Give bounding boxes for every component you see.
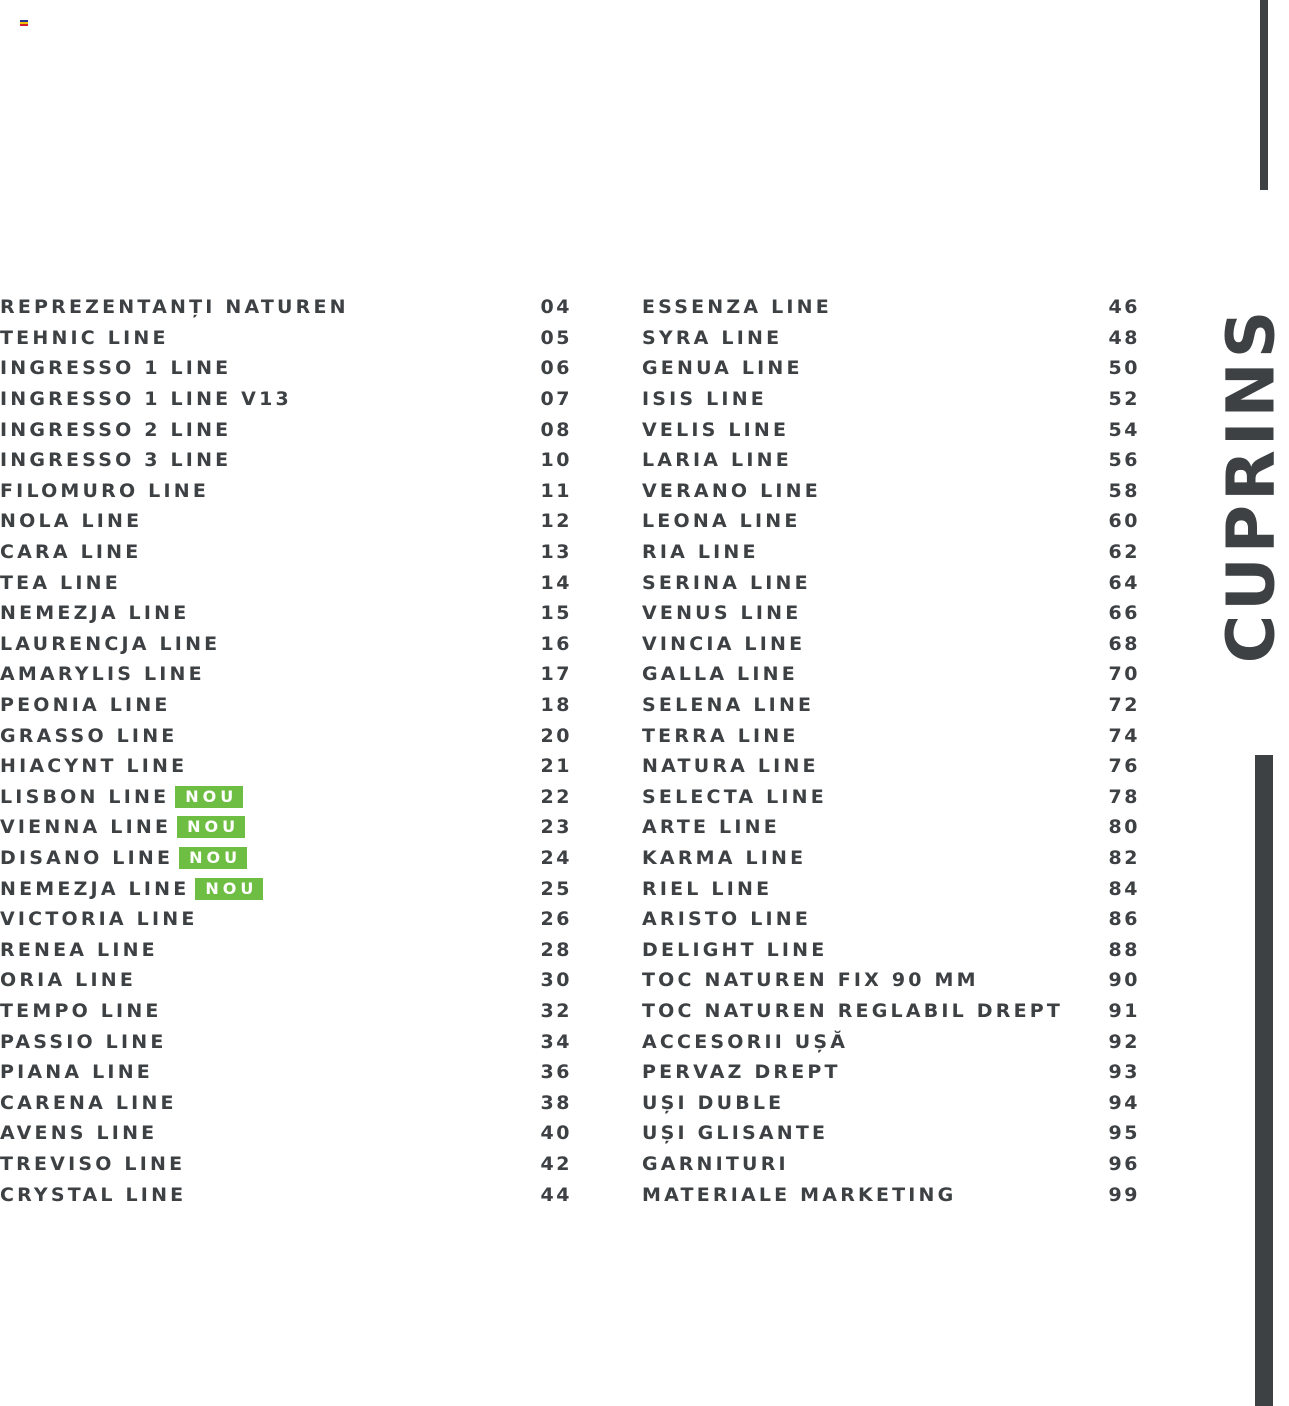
toc-entry-page: 82 — [1108, 846, 1140, 869]
toc-entry-page: 26 — [540, 908, 572, 931]
toc-entry-title-group — [642, 296, 832, 318]
toc-entry[interactable] — [642, 1149, 1140, 1180]
toc-entry-page: 86 — [1108, 908, 1140, 931]
toc-entry-page: 88 — [1108, 938, 1140, 961]
toc-entry-title-group — [642, 969, 979, 991]
toc-entry-page: 40 — [540, 1122, 572, 1145]
toc-entry-page: 96 — [1108, 1152, 1140, 1175]
toc-entry-page: 66 — [1108, 602, 1140, 625]
toc-entry[interactable] — [642, 751, 1140, 782]
toc-entry-title-group — [0, 663, 205, 685]
toc-entry-title-group — [0, 694, 171, 716]
toc-entry-name: UȘI DUBLE — [642, 1091, 785, 1114]
toc-entry-name: ARISTO LINE — [642, 908, 812, 931]
toc-entry-page: 38 — [540, 1091, 572, 1114]
toc-entry-name: ORIA LINE — [0, 969, 137, 992]
toc-entry-title-group — [0, 1122, 157, 1144]
toc-entry-name: INGRESSO 1 LINE V13 — [0, 388, 292, 411]
toc-entry-title-group — [642, 388, 767, 410]
toc-entry-title-group — [642, 480, 821, 502]
toc-entry[interactable] — [642, 690, 1140, 721]
toc-entry-page: 74 — [1108, 724, 1140, 747]
toc-entry[interactable] — [642, 292, 1140, 323]
toc-entry-title-group — [642, 1184, 956, 1206]
toc-entry[interactable] — [0, 904, 572, 935]
toc-entry-name: INGRESSO 1 LINE — [0, 357, 232, 380]
toc-entry[interactable] — [0, 1026, 572, 1057]
toc-entry-title-group — [0, 449, 231, 471]
toc-entry-name: NEMEZJA LINE — [0, 602, 190, 625]
toc-entry-name: NATURA LINE — [642, 755, 819, 778]
toc-entry-name: GARNITURI — [642, 1152, 789, 1175]
toc-entry-name: SELECTA LINE — [642, 785, 827, 808]
toc-entry[interactable] — [0, 292, 572, 323]
page-title: CUPRINS — [1212, 306, 1289, 664]
toc-entry[interactable] — [0, 751, 572, 782]
toc-entry[interactable] — [0, 506, 572, 537]
toc-entry-title-group — [0, 725, 177, 747]
toc-entry-page: 44 — [540, 1183, 572, 1206]
toc-entry-page: 52 — [1108, 388, 1140, 411]
toc-entry-name: SYRA LINE — [642, 326, 783, 349]
toc-entry-page: 13 — [540, 541, 572, 564]
toc-entry[interactable] — [642, 934, 1140, 965]
toc-entry[interactable] — [642, 1087, 1140, 1118]
toc-entry[interactable] — [642, 445, 1140, 476]
toc-entry-title-group — [0, 510, 142, 532]
toc-entry[interactable] — [642, 353, 1140, 384]
toc-entry-name: REPREZENTANȚI NATUREN — [0, 296, 349, 319]
toc-entry-title-group — [0, 480, 209, 502]
toc-entry[interactable] — [642, 873, 1140, 904]
toc-entry-title-group — [0, 1092, 177, 1114]
toc-entry-name: INGRESSO 3 LINE — [0, 449, 232, 472]
toc-entry-page: 92 — [1108, 1030, 1140, 1053]
toc-entry-page: 93 — [1108, 1061, 1140, 1084]
toc-entry-name: TEA LINE — [0, 571, 121, 594]
toc-entry-name: VENUS LINE — [642, 602, 802, 625]
toc-entry[interactable] — [642, 843, 1140, 874]
toc-entry[interactable] — [0, 353, 572, 384]
toc-entry-title-group — [642, 1061, 841, 1083]
toc-entry-page: 60 — [1108, 510, 1140, 533]
toc-entry-page: 95 — [1108, 1122, 1140, 1145]
toc-entry-page: 76 — [1108, 755, 1140, 778]
toc-entry-title-group — [0, 908, 198, 930]
toc-entry[interactable] — [0, 1179, 572, 1210]
toc-entry[interactable] — [0, 567, 572, 598]
top-divider-bar — [1260, 0, 1268, 190]
toc-entry-title-group — [0, 1153, 185, 1175]
toc-entry-page: 14 — [540, 571, 572, 594]
toc-entry-name: TOC NATUREN FIX 90 MM — [642, 969, 979, 992]
toc-entry[interactable] — [0, 1118, 572, 1149]
toc-entry-title-group — [0, 1000, 162, 1022]
toc-entry-page: 84 — [1108, 877, 1140, 900]
toc-entry-title-group — [642, 1122, 828, 1144]
toc-entry-title-group — [642, 327, 782, 349]
toc-entry-page: 05 — [540, 326, 572, 349]
toc-entry-name: MATERIALE MARKETING — [642, 1183, 957, 1206]
toc-entry-page: 64 — [1108, 571, 1140, 594]
toc-entry-page: 17 — [540, 663, 572, 686]
toc-entry[interactable] — [0, 384, 572, 415]
toc-entry[interactable] — [642, 965, 1140, 996]
toc-entry[interactable] — [0, 537, 572, 568]
toc-entry[interactable] — [642, 1118, 1140, 1149]
toc-entry-title-group — [0, 602, 189, 624]
toc-entry-page: 54 — [1108, 418, 1140, 441]
toc-entry-name: DELIGHT LINE — [642, 938, 828, 961]
toc-entry-name: TEMPO LINE — [0, 999, 162, 1022]
toc-entry-page: 58 — [1108, 479, 1140, 502]
toc-entry[interactable] — [642, 812, 1140, 843]
toc-entry-page: 80 — [1108, 816, 1140, 839]
toc-entry-title-group — [642, 510, 801, 532]
toc-entry-title-group — [642, 419, 789, 441]
toc-entry-title-group — [0, 388, 292, 410]
new-badge: NOU — [179, 847, 247, 869]
toc-entry-page: 56 — [1108, 449, 1140, 472]
toc-entry-name: VIENNA LINE — [0, 816, 172, 839]
toc-entry-name: LARIA LINE — [642, 449, 792, 472]
toc-entry-name: FILOMURO LINE — [0, 479, 210, 502]
toc-entry-title-group — [0, 419, 231, 441]
new-badge: NOU — [195, 878, 263, 900]
toc-entry-name: RIEL LINE — [642, 877, 773, 900]
toc-entry-page: 04 — [540, 296, 572, 319]
toc-entry[interactable] — [0, 690, 572, 721]
toc-entry-title-group — [0, 786, 243, 808]
toc-entry-name: LAURENCJA LINE — [0, 632, 221, 655]
toc-entry-title-group — [642, 602, 801, 624]
toc-entry-name: GALLA LINE — [642, 663, 798, 686]
toc-entry[interactable] — [0, 843, 572, 874]
toc-entry[interactable] — [642, 659, 1140, 690]
toc-entry-page: 21 — [540, 755, 572, 778]
toc-entry[interactable] — [642, 384, 1140, 415]
toc-entry-title-group — [642, 1031, 848, 1053]
toc-entry-title-group — [0, 327, 169, 349]
toc-entry-name: LISBON LINE — [0, 785, 170, 808]
toc-entry-page: 08 — [540, 418, 572, 441]
toc-entry-page: 34 — [540, 1030, 572, 1053]
toc-entry-name: HIACYNT LINE — [0, 755, 188, 778]
toc-entry-page: 15 — [540, 602, 572, 625]
toc-entry-name: ARTE LINE — [642, 816, 780, 839]
toc-entry-page: 90 — [1108, 969, 1140, 992]
toc-entry-title-group — [642, 908, 811, 930]
toc-entry-name: CRYSTAL LINE — [0, 1183, 187, 1206]
toc-entry[interactable] — [642, 506, 1140, 537]
toc-entry[interactable] — [0, 598, 572, 629]
toc-entry-name: GENUA LINE — [642, 357, 803, 380]
toc-entry-name: SELENA LINE — [642, 694, 815, 717]
toc-entry[interactable] — [642, 537, 1140, 568]
toc-entry[interactable] — [642, 629, 1140, 660]
toc-entry-title-group — [0, 969, 136, 991]
toc-entry-title-group — [642, 725, 799, 747]
toc-entry-title-group — [642, 1000, 1063, 1022]
toc-entry[interactable] — [0, 934, 572, 965]
toc-entry[interactable] — [0, 720, 572, 751]
toc-entry[interactable] — [0, 659, 572, 690]
toc-entry-title-group — [0, 1061, 153, 1083]
toc-entry[interactable] — [642, 1057, 1140, 1088]
toc-entry-name: TERRA LINE — [642, 724, 799, 747]
toc-entry[interactable] — [0, 476, 572, 507]
toc-entry[interactable] — [0, 1057, 572, 1088]
toc-entry[interactable] — [642, 1179, 1140, 1210]
toc-entry-title-group — [0, 755, 187, 777]
toc-entry[interactable] — [642, 476, 1140, 507]
toc-entry-page: 62 — [1108, 541, 1140, 564]
toc-entry-page: 46 — [1108, 296, 1140, 319]
toc-entry-title-group — [642, 633, 805, 655]
toc-entry-page: 20 — [540, 724, 572, 747]
toc-entry-page: 16 — [540, 632, 572, 655]
toc-entry-page: 32 — [540, 999, 572, 1022]
toc-entry-name: UȘI GLISANTE — [642, 1122, 829, 1145]
toc-column-left — [0, 292, 572, 1210]
toc-entry[interactable] — [0, 323, 572, 354]
toc-entry-page: 91 — [1108, 999, 1140, 1022]
toc-entry-title-group — [642, 449, 792, 471]
toc-entry-name: AVENS LINE — [0, 1122, 158, 1145]
toc-entry-name: TOC NATUREN REGLABIL DREPT — [642, 999, 1064, 1022]
toc-entry[interactable] — [0, 996, 572, 1027]
toc-entry[interactable] — [642, 567, 1140, 598]
toc-entry-page: 22 — [540, 785, 572, 808]
toc-entry[interactable] — [642, 323, 1140, 354]
toc-entry-name: ISIS LINE — [642, 388, 767, 411]
page-title-container — [1212, 300, 1289, 670]
toc-entry-name: CARENA LINE — [0, 1091, 177, 1114]
toc-entry-name: AMARYLIS LINE — [0, 663, 205, 686]
toc-entry-title-group — [0, 541, 141, 563]
toc-entry[interactable] — [0, 1149, 572, 1180]
toc-entry[interactable] — [0, 445, 572, 476]
toc-entry-title-group — [642, 878, 772, 900]
toc-entry[interactable] — [642, 414, 1140, 445]
toc-entry[interactable] — [0, 629, 572, 660]
toc-entry[interactable] — [642, 1026, 1140, 1057]
toc-entry-name: INGRESSO 2 LINE — [0, 418, 232, 441]
toc-entry-title-group — [0, 816, 245, 838]
toc-column-right — [642, 292, 1140, 1210]
toc-entry[interactable] — [642, 996, 1140, 1027]
toc-entry-page: 70 — [1108, 663, 1140, 686]
toc-entry-page: 36 — [540, 1061, 572, 1084]
toc-entry-title-group — [0, 1184, 186, 1206]
toc-entry-name: GRASSO LINE — [0, 724, 178, 747]
toc-entry-title-group — [642, 694, 814, 716]
toc-entry-title-group — [0, 572, 121, 594]
toc-entry-name: TREVISO LINE — [0, 1152, 186, 1175]
toc-entry-name: VERANO LINE — [642, 479, 821, 502]
toc-entry-page: 23 — [540, 816, 572, 839]
toc-entry[interactable] — [642, 598, 1140, 629]
toc-entry-title-group — [0, 847, 247, 869]
toc-entry-title-group — [642, 541, 759, 563]
toc-entry-page: 24 — [540, 846, 572, 869]
toc-entry-name: ACCESORII UȘĂ — [642, 1030, 849, 1053]
toc-entry-name: SERINA LINE — [642, 571, 811, 594]
toc-entry-name: ESSENZA LINE — [642, 296, 832, 319]
toc-entry-title-group — [0, 296, 349, 318]
toc-entry[interactable] — [0, 873, 572, 904]
toc-entry-name: PEONIA LINE — [0, 694, 171, 717]
flag-stripe-red — [20, 24, 28, 26]
toc-entry-title-group — [642, 357, 803, 379]
toc-entry-name: TEHNIC LINE — [0, 326, 169, 349]
toc-entry-name: KARMA LINE — [642, 846, 807, 869]
toc-entry-name: PIANA LINE — [0, 1061, 153, 1084]
toc-entry-page: 68 — [1108, 632, 1140, 655]
toc-entry-page: 18 — [540, 694, 572, 717]
toc-entry-page: 78 — [1108, 785, 1140, 808]
toc-entry-name: DISANO LINE — [0, 846, 174, 869]
toc-entry-page: 72 — [1108, 694, 1140, 717]
toc-entry-name: NOLA LINE — [0, 510, 143, 533]
flag-icon — [20, 20, 28, 26]
toc-entry-name: RIA LINE — [642, 541, 759, 564]
toc-entry-title-group — [642, 816, 780, 838]
toc-entry-name: PERVAZ DREPT — [642, 1061, 841, 1084]
toc-entry-page: 07 — [540, 388, 572, 411]
new-badge: NOU — [175, 786, 243, 808]
new-badge: NOU — [177, 816, 245, 838]
toc-entry-name: RENEA LINE — [0, 938, 158, 961]
toc-entry-page: 25 — [540, 877, 572, 900]
toc-entry[interactable] — [0, 1087, 572, 1118]
toc-entry-page: 48 — [1108, 326, 1140, 349]
toc-entry-page: 99 — [1108, 1183, 1140, 1206]
toc-entry-title-group — [642, 847, 806, 869]
toc-entry-name: VICTORIA LINE — [0, 908, 198, 931]
toc-entry-page: 28 — [540, 938, 572, 961]
toc-entry-name: VINCIA LINE — [642, 632, 806, 655]
toc-entry-page: 50 — [1108, 357, 1140, 380]
toc-entry-title-group — [642, 663, 798, 685]
toc-entry-title-group — [0, 633, 220, 655]
toc-entry-page: 10 — [540, 449, 572, 472]
toc-entry-title-group — [642, 939, 827, 961]
toc-entry-title-group — [0, 1031, 167, 1053]
toc-entry-title-group — [0, 939, 158, 961]
toc-entry[interactable] — [642, 904, 1140, 935]
toc-entry[interactable] — [0, 414, 572, 445]
toc-entry-title-group — [0, 357, 231, 379]
toc-entry-page: 11 — [540, 479, 572, 502]
toc-entry[interactable] — [0, 812, 572, 843]
toc-entry-title-group — [642, 1153, 789, 1175]
toc-entry-title-group — [642, 572, 811, 594]
toc-entry[interactable] — [642, 720, 1140, 751]
toc-entry-title-group — [642, 786, 827, 808]
toc-entry-page: 12 — [540, 510, 572, 533]
bottom-divider-bar — [1255, 755, 1273, 1406]
toc-entry-name: LEONA LINE — [642, 510, 801, 533]
toc-entry-name: CARA LINE — [0, 541, 142, 564]
toc-entry-name: VELIS LINE — [642, 418, 790, 441]
toc-entry-title-group — [642, 1092, 784, 1114]
toc-entry-name: NEMEZJA LINE — [0, 877, 190, 900]
toc-entry-page: 94 — [1108, 1091, 1140, 1114]
toc-entry[interactable] — [0, 782, 572, 813]
toc-entry[interactable] — [642, 782, 1140, 813]
toc-entry-name: PASSIO LINE — [0, 1030, 167, 1053]
toc-entry-title-group — [642, 755, 819, 777]
toc-entry-page: 30 — [540, 969, 572, 992]
toc-entry-page: 06 — [540, 357, 572, 380]
toc-entry-page: 42 — [540, 1152, 572, 1175]
toc-entry[interactable] — [0, 965, 572, 996]
toc-entry-title-group — [0, 878, 263, 900]
